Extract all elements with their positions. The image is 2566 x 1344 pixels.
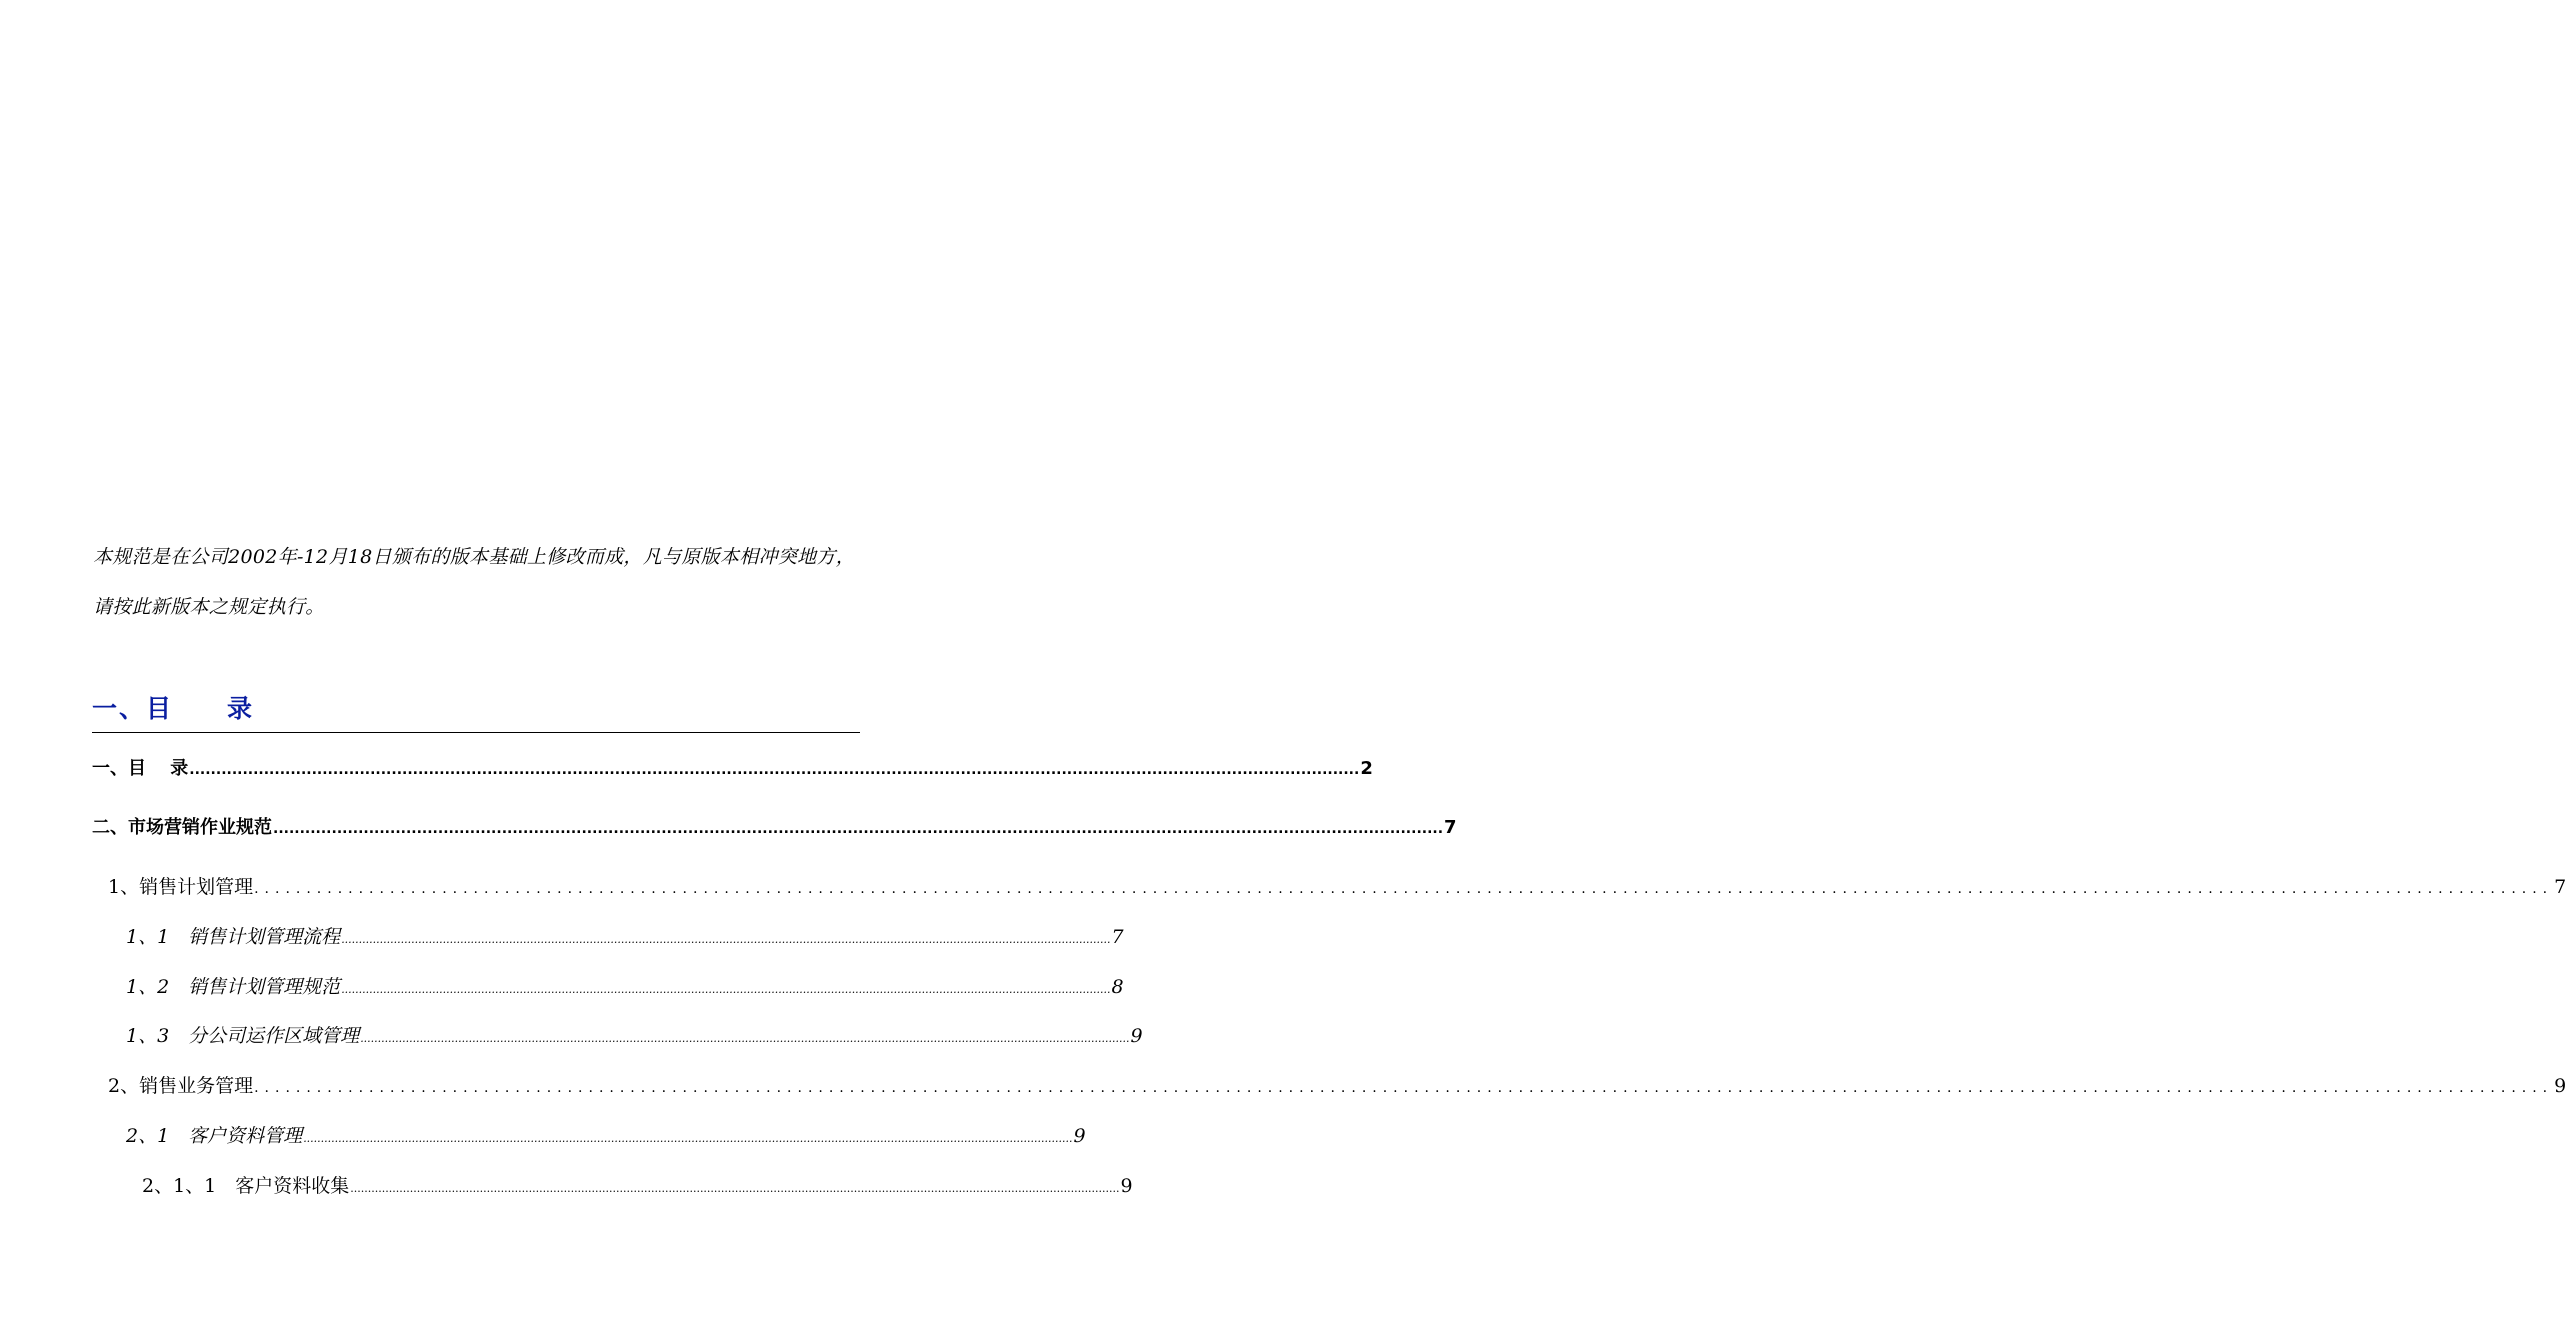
toc-entry-label: 1、1 销售计划管理流程 — [126, 922, 340, 952]
toc-entry-label: 一、目 录 — [92, 754, 188, 784]
toc-entry-page: 7 — [1111, 926, 1124, 948]
toc-dot-leader: ............................................................................................................................................................................................................................ — [350, 1182, 1120, 1195]
toc-entry-page: 9 — [1120, 1175, 1133, 1197]
toc-dot-leader: ............................................................................................................................................................................................................................ — [189, 762, 1360, 778]
toc-entry[interactable] — [126, 972, 1124, 1002]
toc-dot-leader: ............................................................................................................................................................................................................................ — [254, 1080, 2554, 1096]
toc-entry-label: 1、2 销售计划管理规范 — [126, 972, 340, 1002]
toc-entry-label: 2、销售业务管理 — [108, 1071, 253, 1101]
toc-entry[interactable] — [92, 813, 1457, 843]
toc-entry-page: 8 — [1111, 976, 1124, 998]
toc-dot-leader: ............................................................................................................................................................................................................................ — [341, 983, 1111, 996]
toc-dot-leader: ............................................................................................................................................................................................................................ — [254, 881, 2554, 897]
toc-dot-leader: ............................................................................................................................................................................................................................ — [273, 821, 1444, 837]
toc-entry-label: 1、销售计划管理 — [108, 872, 253, 902]
toc-entry-page: 7 — [1444, 817, 1457, 838]
toc-entry-page: 9 — [1073, 1125, 1086, 1147]
toc-entry[interactable] — [92, 754, 1373, 784]
toc-entry-label: 2、1、1 客户资料收集 — [142, 1171, 349, 1201]
toc-entry[interactable] — [108, 872, 2566, 902]
toc-entry-label: 1、3 分公司运作区域管理 — [126, 1021, 359, 1051]
toc-entry-page: 9 — [2554, 1075, 2566, 1097]
toc-entry[interactable] — [126, 1121, 1086, 1151]
toc-entry-page: 7 — [2554, 876, 2566, 898]
toc-dot-leader: ............................................................................................................................................................................................................................ — [341, 933, 1111, 946]
toc-dot-leader: ............................................................................................................................................................................................................................ — [303, 1132, 1073, 1145]
toc-entry[interactable] — [142, 1171, 1133, 1201]
toc-entry-label: 2、1 客户资料管理 — [126, 1121, 302, 1151]
toc-entry[interactable] — [126, 922, 1124, 952]
toc-entry-page: 2 — [1360, 758, 1373, 779]
toc-entry-label: 二、市场营销作业规范 — [92, 813, 272, 843]
toc-entry[interactable] — [108, 1071, 2566, 1101]
toc-dot-leader: ............................................................................................................................................................................................................................ — [360, 1032, 1130, 1045]
toc-entry[interactable] — [126, 1021, 1143, 1051]
toc-heading — [92, 690, 860, 733]
toc-entry-page: 9 — [1130, 1025, 1143, 1047]
intro-paragraph: 本规范是在公司2002年-12月18日颁布的版本基础上修改而成，凡与原版本相冲突地方，请按此新版本之规定执行。 — [93, 546, 856, 618]
toc-heading-title: 一、目 录 — [92, 694, 255, 723]
